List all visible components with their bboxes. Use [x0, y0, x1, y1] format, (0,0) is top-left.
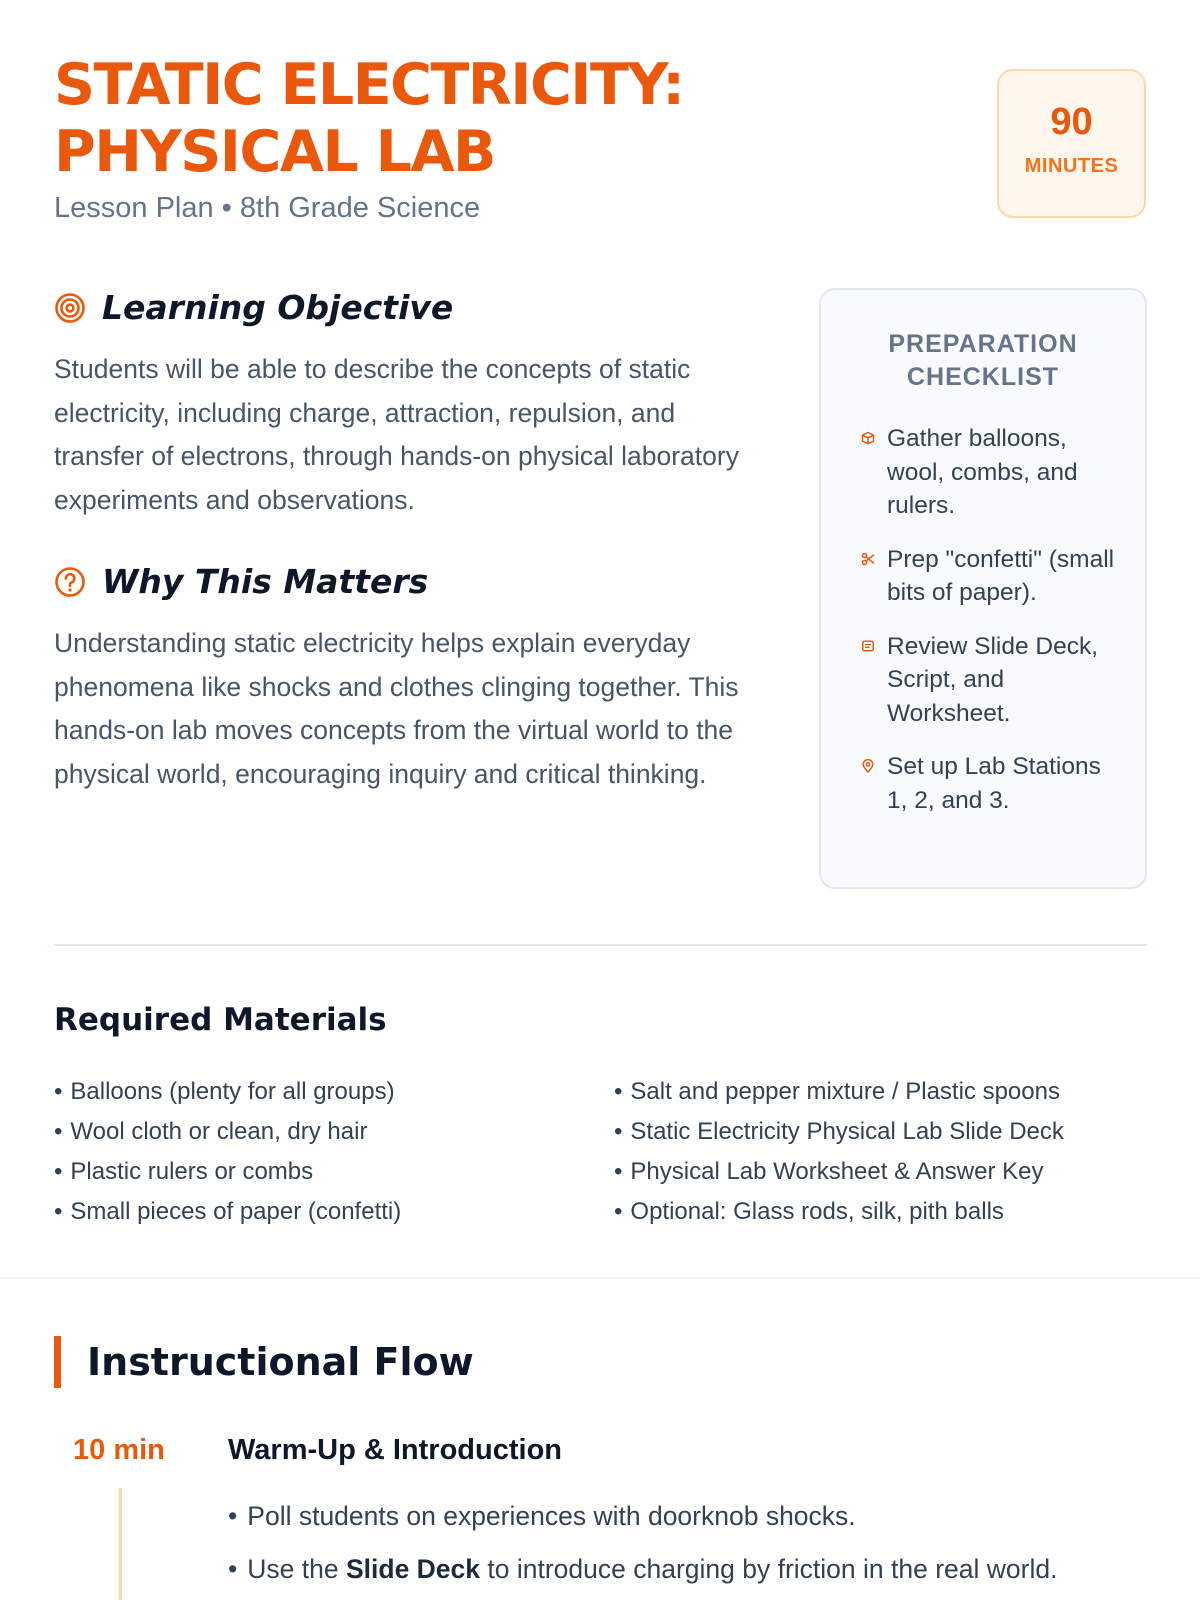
- checklist-item-text: Set up Lab Stations 1, 2, and 3.: [887, 753, 1101, 814]
- checklist-item: [861, 543, 1123, 610]
- checklist-list: [821, 422, 1145, 817]
- checklist-title: PREPARATION CHECKLIST: [888, 330, 1078, 391]
- why-header: [54, 562, 428, 601]
- target-icon: [54, 292, 86, 324]
- checklist-item-text: Gather balloons, wool, combs, and rulers.: [887, 425, 1078, 519]
- box-icon: [861, 431, 875, 445]
- page-subtitle: Lesson Plan • 8th Grade Science: [54, 192, 481, 224]
- step-time: 10 min: [73, 1434, 165, 1466]
- flow-accent-bar: [54, 1336, 61, 1388]
- checklist-item: [861, 422, 1123, 523]
- slide-deck-emphasis: Slide Deck: [345, 1554, 481, 1584]
- objective-heading: Learning Objective: [102, 288, 454, 327]
- checklist-item: [861, 630, 1123, 731]
- why-text: Understanding static electricity helps explain everyday phenomena like shocks and clothes clinging together. This hands-on lab moves concepts from the virtual world to the physical world, encouraging inquiry and critical thinking.: [54, 628, 739, 789]
- preparation-checklist: [819, 288, 1147, 889]
- materials-list-left: [54, 1072, 401, 1232]
- objective-text: Students will be able to describe the concepts of static electricity, including charge, attraction, repulsion, and transfer of electrons, through hands-on physical laboratory experiments and observations.: [54, 354, 739, 515]
- material-item: • Wool cloth or clean, dry hair: [54, 1112, 401, 1152]
- step-bullet-text: Poll students on experiences with doorknob shocks.: [247, 1501, 856, 1531]
- map-pin-icon: [861, 759, 875, 773]
- material-item: • Small pieces of paper (confetti): [54, 1192, 401, 1232]
- step-title: Warm-Up & Introduction: [228, 1434, 562, 1466]
- materials-list-right: [614, 1072, 1064, 1232]
- step-bullet-text-post: to introduce charging by friction in the real world.: [487, 1554, 1058, 1584]
- why-heading: Why This Matters: [102, 562, 429, 601]
- section-divider: [54, 944, 1147, 946]
- duration-value: 90: [1050, 101, 1093, 143]
- flow-title: Instructional Flow: [87, 1340, 474, 1384]
- page-title: STATIC ELECTRICITY: PHYSICAL LAB: [54, 52, 684, 185]
- objective-header: [54, 288, 453, 327]
- step-bullet: [228, 1543, 1057, 1596]
- material-item: • Static Electricity Physical Lab Slide Deck: [614, 1112, 1064, 1152]
- material-item: • Optional: Glass rods, silk, pith balls: [614, 1192, 1064, 1232]
- step-bullets: [228, 1490, 1057, 1596]
- material-item: • Physical Lab Worksheet & Answer Key: [614, 1152, 1064, 1192]
- document-icon: [861, 639, 875, 653]
- material-item: • Balloons (plenty for all groups): [54, 1072, 401, 1112]
- duration-badge: [997, 69, 1146, 218]
- step-bullet: [228, 1490, 1057, 1543]
- material-item: • Plastic rulers or combs: [54, 1152, 401, 1192]
- duration-unit: MINUTES: [1024, 155, 1119, 177]
- checklist-item: [861, 750, 1123, 817]
- checklist-item-text: Prep "confetti" (small bits of paper).: [887, 545, 1115, 606]
- timeline-line: [119, 1488, 122, 1600]
- step-bullet-text-pre: Use the: [247, 1554, 339, 1584]
- checklist-item-text: Review Slide Deck, Script, and Worksheet.: [887, 632, 1099, 727]
- question-circle-icon: [54, 566, 86, 598]
- material-item: • Salt and pepper mixture / Plastic spoons: [614, 1072, 1064, 1112]
- scissors-icon: [861, 552, 875, 566]
- materials-title: Required Materials: [54, 1002, 387, 1038]
